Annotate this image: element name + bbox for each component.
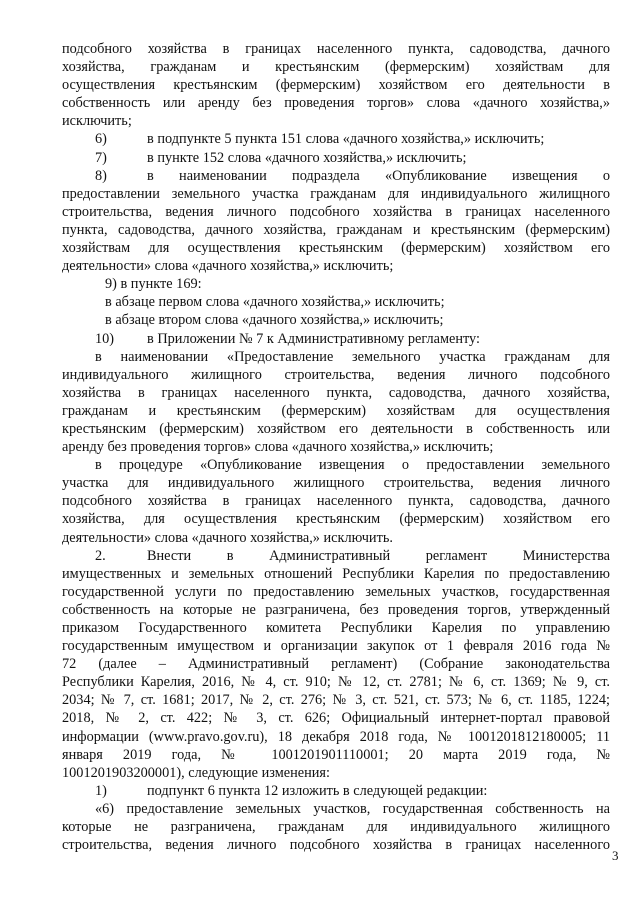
- text-line: [62, 510, 610, 528]
- text-line: [62, 728, 610, 746]
- text-line: [62, 330, 610, 348]
- line-text: января 2019 года, № 1001201901110001; 20 марта 2019 года, №: [62, 746, 610, 763]
- text-line: [62, 691, 610, 709]
- line-text: хозяйства, для осуществления крестьянским (фермерским) хозяйством его: [62, 511, 610, 528]
- line-text: в абзаце первом слова «дачного хозяйства,» исключить;: [105, 294, 445, 311]
- line-text: подсобного хозяйства в границах населенного пункта, садоводства, дачного: [62, 41, 610, 57]
- line-text: в Приложении № 7 к Административному регламенту:: [147, 330, 480, 347]
- item-number: 1): [95, 782, 107, 799]
- text-line: [62, 221, 610, 239]
- line-text: деятельности» слова «дачного хозяйства,» исключить;: [62, 258, 394, 275]
- item-number: 6): [95, 131, 107, 148]
- text-line: [62, 565, 610, 583]
- text-line: [62, 456, 610, 474]
- text-line: [62, 293, 610, 311]
- line-text: в абзаце втором слова «дачного хозяйства,» исключить;: [105, 312, 444, 329]
- text-line: [62, 257, 610, 275]
- text-line: [62, 492, 610, 510]
- line-text: в процедуре «Опубликование извещения о предоставлении земельного: [95, 457, 610, 474]
- item-number: 2.: [95, 547, 106, 564]
- line-text: Республики Карелия, 2016, № 4, ст. 910; № 12, ст. 2781; № 6, ст. 1369; № 9, ст.: [62, 674, 610, 691]
- line-text: приказом Государственного комитета Республики Карелия по управлению: [62, 620, 610, 636]
- line-text: Внести в Административный регламент Министерства: [147, 547, 610, 564]
- line-text: осуществления крестьянским (фермерским) хозяйством его деятельности в: [62, 77, 610, 94]
- text-line: [62, 474, 610, 492]
- text-line: [62, 94, 610, 112]
- line-text: в наименовании подраздела «Опубликование извещения о: [147, 167, 610, 184]
- text-line: [62, 203, 610, 221]
- line-text: собственность на которые не разграничена, без проведения торгов, утвержденный: [62, 601, 610, 618]
- text-line: [62, 655, 610, 673]
- line-text: 2018, № 2, ст. 422; № 3, ст. 626; Официальный интернет-портал правовой: [62, 710, 610, 727]
- text-line: [62, 348, 610, 366]
- text-line: [62, 420, 610, 438]
- text-line: [62, 239, 610, 257]
- line-text: хозяйства в границах населенного пункта, садоводства, дачного хозяйства,: [62, 384, 610, 401]
- line-text: государственной услуги по предоставлению земельных участков, государственная: [62, 583, 610, 600]
- text-line: [62, 601, 610, 619]
- line-text: пункта, садоводства, дачного хозяйства, гражданам и крестьянским (фермерским): [62, 221, 610, 238]
- item-number: 8): [95, 167, 107, 184]
- line-text: подсобного хозяйства в границах населенного пункта, садоводства, дачного: [62, 493, 610, 510]
- line-text: деятельности» слова «дачного хозяйства,» исключить.: [62, 529, 393, 546]
- text-line: [62, 384, 610, 402]
- document-body: [62, 40, 610, 854]
- line-text: индивидуального жилищного строительства, ведения личного подсобного: [62, 366, 610, 383]
- text-line: [62, 782, 610, 800]
- text-line: [62, 167, 610, 185]
- text-line: [62, 709, 610, 727]
- text-line: [62, 58, 610, 76]
- line-text: в подпункте 5 пункта 151 слова «дачного хозяйства,» исключить;: [147, 131, 545, 148]
- text-line: [62, 366, 610, 384]
- text-line: [62, 583, 610, 601]
- text-line: [62, 619, 610, 637]
- text-line: [62, 40, 610, 58]
- text-line: [62, 311, 610, 329]
- text-line: [62, 746, 610, 764]
- text-line: [62, 112, 610, 130]
- line-text: хозяйства, гражданам и крестьянским (фермерским) хозяйствам для: [62, 59, 610, 76]
- line-text: в наименовании «Предоставление земельного участка гражданам для: [95, 348, 610, 365]
- text-line: [62, 764, 610, 782]
- line-text: 2034; № 7, ст. 1681; 2017, № 2, ст. 276; № 3, ст. 521, ст. 573; № 6, ст. 1185, 1224;: [62, 692, 610, 709]
- line-text: строительства, ведения личного подсобного хозяйства в границах населенного: [62, 203, 610, 220]
- text-line: [62, 275, 610, 293]
- text-line: [62, 637, 610, 655]
- text-line: [62, 529, 610, 547]
- line-text: государственным имуществом и организации закупок от 1 февраля 2016 года №: [62, 638, 610, 655]
- line-text: подпункт 6 пункта 12 изложить в следующей редакции:: [147, 782, 488, 799]
- line-text: информации (www.pravo.gov.ru), 18 декабря 2018 года, № 1001201812180005; 11: [62, 728, 610, 745]
- text-line: [62, 673, 610, 691]
- line-text: участка для индивидуального жилищного строительства, ведения личного: [62, 475, 610, 492]
- text-line: [62, 130, 610, 148]
- line-text: «6) предоставление земельных участков, государственная собственность на: [95, 800, 610, 817]
- line-text: в пункте 152 слова «дачного хозяйства,» исключить;: [147, 149, 467, 166]
- line-text: собственность или аренду без проведения торгов» слова «дачного хозяйства,»: [62, 95, 610, 112]
- text-line: [62, 149, 610, 167]
- line-text: 1001201903200001), следующие изменения:: [62, 764, 330, 781]
- line-text: 72 (далее – Административный регламент) (Собрание законодательства: [62, 656, 610, 673]
- text-line: [62, 800, 610, 818]
- item-number: 10): [95, 330, 115, 347]
- item-number: 7): [95, 149, 107, 166]
- text-line: [62, 76, 610, 94]
- line-text: строительства, ведения личного подсобного хозяйства в границах населенного: [62, 837, 610, 854]
- text-line: [62, 547, 610, 565]
- line-text: хозяйствам для осуществления крестьянским (фермерским) хозяйством его: [62, 240, 610, 257]
- line-text: предоставлении земельного участка гражданам для индивидуального жилищного: [62, 185, 610, 202]
- text-line: [62, 402, 610, 420]
- text-line: [62, 438, 610, 456]
- text-line: [62, 836, 610, 854]
- text-line: [62, 185, 610, 203]
- text-line: [62, 818, 610, 836]
- page-number: 3: [612, 848, 619, 863]
- line-text: 9) в пункте 169:: [105, 276, 202, 293]
- line-text: гражданам и крестьянским (фермерским) хозяйствам для осуществления: [62, 402, 610, 419]
- line-text: которые не разграничена, гражданам для индивидуального жилищного: [62, 819, 610, 836]
- line-text: аренду без проведения торгов» слова «дачного хозяйства,» исключить;: [62, 439, 494, 456]
- line-text: крестьянским (фермерским) хозяйством его деятельности в собственность или: [62, 420, 610, 437]
- line-text: исключить;: [62, 113, 132, 130]
- line-text: имущественных и земельных отношений Республики Карелия по предоставлению: [62, 565, 610, 582]
